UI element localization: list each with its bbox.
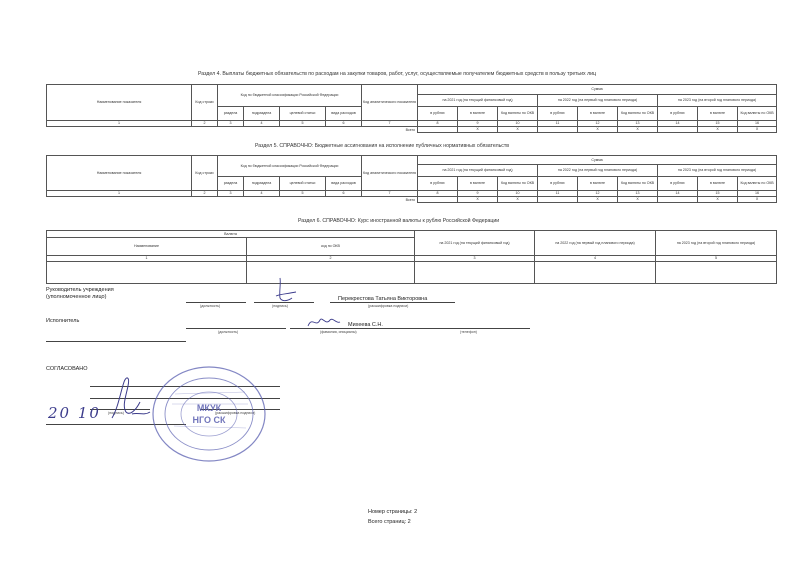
s6-cell bbox=[535, 262, 656, 284]
s4-h-rub: в рублях bbox=[538, 107, 578, 121]
s4-h-okv: Код валюты по ОКВ bbox=[498, 107, 538, 121]
s4-x: X bbox=[698, 127, 738, 133]
s5-num: 6 bbox=[326, 191, 362, 197]
s6-num: 3 bbox=[415, 256, 535, 262]
s5-total-cell bbox=[538, 197, 578, 203]
head-label-1: Руководитель учреждения bbox=[46, 287, 114, 293]
s5-num: 4 bbox=[244, 191, 280, 197]
s5-h-cur: в валюте bbox=[458, 177, 498, 191]
s6-num: 5 bbox=[656, 256, 777, 262]
s4-x: X bbox=[738, 127, 777, 133]
s5-total-cell bbox=[658, 197, 698, 203]
s4-num: 4 bbox=[244, 121, 280, 127]
s4-num: 14 bbox=[658, 121, 698, 127]
s5-num: 14 bbox=[658, 191, 698, 197]
agreed-label: СОГЛАСОВАНО bbox=[46, 366, 88, 372]
stamp-seal-icon bbox=[150, 364, 268, 464]
s5-num: 11 bbox=[538, 191, 578, 197]
s6-num: 4 bbox=[535, 256, 656, 262]
s5-h-bk-kind: вида расходов bbox=[326, 177, 362, 191]
s4-num: 1 bbox=[47, 121, 192, 127]
s5-x: X bbox=[458, 197, 498, 203]
s5-h-code: Код строки bbox=[192, 156, 218, 191]
head-label-2: (уполномоченное лицо) bbox=[46, 294, 107, 300]
s4-h-name: Наименование показателя bbox=[47, 85, 192, 121]
s5-num: 9 bbox=[458, 191, 498, 197]
s5-h-rub: в рублях bbox=[418, 177, 458, 191]
footer-page-label: Номер страницы: bbox=[368, 509, 413, 515]
s5-h-bk: Код по бюджетной классификации Российской Федерации bbox=[218, 156, 362, 177]
head-position-line bbox=[186, 302, 246, 303]
s5-num: 13 bbox=[618, 191, 658, 197]
s5-x: X bbox=[578, 197, 618, 203]
s4-h-bk: Код по бюджетной классификации Российской Федерации bbox=[218, 85, 362, 107]
s5-x: X bbox=[698, 197, 738, 203]
s4-h-okv: Код валюты по ОКВ bbox=[738, 107, 777, 121]
s5-x: X bbox=[498, 197, 538, 203]
s4-h-bk-subsection: подраздела bbox=[244, 107, 280, 121]
s4-num: 8 bbox=[418, 121, 458, 127]
s5-x: X bbox=[738, 197, 777, 203]
s4-num: 5 bbox=[280, 121, 326, 127]
s4-x: X bbox=[458, 127, 498, 133]
s4-num: 2 bbox=[192, 121, 218, 127]
s5-h-anal: Код аналитического показателя bbox=[362, 156, 418, 191]
s4-num: 10 bbox=[498, 121, 538, 127]
s4-num: 13 bbox=[618, 121, 658, 127]
s5-h-okv: Код валюты по ОКВ bbox=[738, 177, 777, 191]
section6-title: Раздел 6. СПРАВОЧНО: Курс иностранной валюты к рублю Российской Федерации bbox=[298, 218, 500, 224]
s4-total-cell bbox=[538, 127, 578, 133]
head-caption-name: (расшифровка подписи) bbox=[368, 304, 409, 308]
s5-total-label: Всего bbox=[47, 197, 418, 203]
footer-page-value: 2 bbox=[414, 509, 418, 515]
footer-total-label: Всего страниц: bbox=[368, 519, 407, 525]
s5-num: 12 bbox=[578, 191, 618, 197]
exec-name: Михеева С.Н. bbox=[348, 322, 383, 328]
stamp-text-2: НГО СК bbox=[192, 415, 226, 425]
s6-h-y2022: на 2022 год (на первый год планового периода) bbox=[535, 231, 656, 256]
s5-x: X bbox=[618, 197, 658, 203]
s5-h-sum: Сумма bbox=[418, 156, 777, 165]
head-name-line bbox=[330, 302, 455, 303]
s6-h-currency: Валюта bbox=[47, 231, 415, 238]
s4-h-y2022: на 2022 год (на первый год планового периода) bbox=[538, 95, 658, 107]
s5-h-okv: Код валюты по ОКВ bbox=[618, 177, 658, 191]
s4-h-y2021: на 2021 год (на текущий финансовый год) bbox=[418, 95, 538, 107]
s4-num: 16 bbox=[738, 121, 777, 127]
head-caption-position: (должность) bbox=[200, 304, 221, 308]
s4-h-anal: Код аналитического показателя bbox=[362, 85, 418, 121]
s5-h-cur: в валюте bbox=[698, 177, 738, 191]
s5-h-bk-section: раздела bbox=[218, 177, 244, 191]
s5-h-rub: в рублях bbox=[538, 177, 578, 191]
s4-num: 3 bbox=[218, 121, 244, 127]
exec-caption-name: (фамилия, инициалы) bbox=[320, 330, 357, 334]
exec-label: Исполнитель bbox=[46, 318, 80, 324]
s4-num: 11 bbox=[538, 121, 578, 127]
agreed-caption-signature: (подпись) bbox=[108, 411, 124, 415]
s4-h-bk-section: раздела bbox=[218, 107, 244, 121]
s5-num: 16 bbox=[738, 191, 777, 197]
s5-num: 5 bbox=[280, 191, 326, 197]
s5-h-y2022: на 2022 год (на первый год планового периода) bbox=[538, 165, 658, 177]
s5-num: 1 bbox=[47, 191, 192, 197]
s5-h-bk-subsection: подраздела bbox=[244, 177, 280, 191]
s4-h-code: Код строки bbox=[192, 85, 218, 121]
s4-x: X bbox=[498, 127, 538, 133]
section6-table bbox=[46, 230, 777, 284]
s4-h-cur: в валюте bbox=[458, 107, 498, 121]
exec-position-line bbox=[186, 328, 286, 329]
s5-num: 8 bbox=[418, 191, 458, 197]
s4-total-cell bbox=[418, 127, 458, 133]
s6-cell bbox=[656, 262, 777, 284]
agreed-date-handwritten: 20 10 bbox=[48, 404, 101, 422]
s5-h-bk-target: целевой статьи bbox=[280, 177, 326, 191]
agreed-signature-icon bbox=[104, 372, 154, 424]
s6-h-y2021: на 2021 год (на текущий финансовый год) bbox=[415, 231, 535, 256]
s5-h-okv: Код валюты по ОКВ bbox=[498, 177, 538, 191]
s4-num: 7 bbox=[362, 121, 418, 127]
s6-h-y2023: на 2023 год (на второй год планового периода) bbox=[656, 231, 777, 256]
section4-title: Раздел 4. Выплаты бюджетных обязательств по расходам на закупки товаров, работ, услуг, осуществляемые получателем бюджетных средств в пользу третьих лиц bbox=[198, 71, 596, 77]
s4-num: 6 bbox=[326, 121, 362, 127]
s4-h-bk-kind: вида расходов bbox=[326, 107, 362, 121]
s5-num: 2 bbox=[192, 191, 218, 197]
s5-h-rub: в рублях bbox=[658, 177, 698, 191]
s5-num: 7 bbox=[362, 191, 418, 197]
agreed-caption-name: (расшифровка подписи) bbox=[215, 411, 256, 415]
head-signature-icon bbox=[270, 276, 300, 304]
s5-num: 15 bbox=[698, 191, 738, 197]
s5-total-cell bbox=[418, 197, 458, 203]
section4-table bbox=[46, 84, 777, 133]
s5-num: 10 bbox=[498, 191, 538, 197]
s4-num: 15 bbox=[698, 121, 738, 127]
s4-h-rub: в рублях bbox=[418, 107, 458, 121]
s4-x: X bbox=[578, 127, 618, 133]
exec-signature-icon bbox=[306, 314, 342, 330]
s4-num: 9 bbox=[458, 121, 498, 127]
s5-h-y2023: на 2023 год (на второй год планового периода) bbox=[658, 165, 777, 177]
s6-cell bbox=[415, 262, 535, 284]
s6-cell bbox=[47, 262, 247, 284]
s5-num: 3 bbox=[218, 191, 244, 197]
exec-caption-phone: (телефон) bbox=[460, 330, 477, 334]
exec-extra-line bbox=[46, 341, 186, 342]
s4-total-label: Всего bbox=[47, 127, 418, 133]
s6-h-name: Наименование bbox=[47, 238, 247, 256]
section5-table bbox=[46, 155, 777, 203]
s4-h-y2023: на 2023 год (на второй год планового периода) bbox=[658, 95, 777, 107]
s6-h-okv: код по ОКВ bbox=[247, 238, 415, 256]
s4-total-cell bbox=[658, 127, 698, 133]
s6-num: 2 bbox=[247, 256, 415, 262]
footer-total-value: 2 bbox=[407, 519, 411, 525]
section5-title: Раздел 5. СПРАВОЧНО: Бюджетные ассигнования на исполнение публичных нормативных обязательств bbox=[255, 143, 510, 149]
head-caption-signature: (подпись) bbox=[272, 304, 288, 308]
footer-page bbox=[368, 509, 417, 515]
s4-h-cur: в валюте bbox=[578, 107, 618, 121]
s4-num: 12 bbox=[578, 121, 618, 127]
stamp-text-1: МКУК bbox=[196, 403, 222, 413]
footer-total bbox=[368, 519, 411, 525]
s4-h-sum: Сумма bbox=[418, 85, 777, 95]
s6-num: 1 bbox=[47, 256, 247, 262]
s4-h-okv: Код валюты по ОКВ bbox=[618, 107, 658, 121]
head-name: Перекрестова Татьяна Викторовна bbox=[338, 296, 428, 302]
s5-h-cur: в валюте bbox=[578, 177, 618, 191]
s4-h-rub: в рублях bbox=[658, 107, 698, 121]
s5-h-name: Наименование показателя bbox=[47, 156, 192, 191]
s4-h-cur: в валюте bbox=[698, 107, 738, 121]
s4-x: X bbox=[618, 127, 658, 133]
s4-h-bk-target: целевой статьи bbox=[280, 107, 326, 121]
exec-caption-position: (должность) bbox=[218, 330, 239, 334]
s5-h-y2021: на 2021 год (на текущий финансовый год) bbox=[418, 165, 538, 177]
